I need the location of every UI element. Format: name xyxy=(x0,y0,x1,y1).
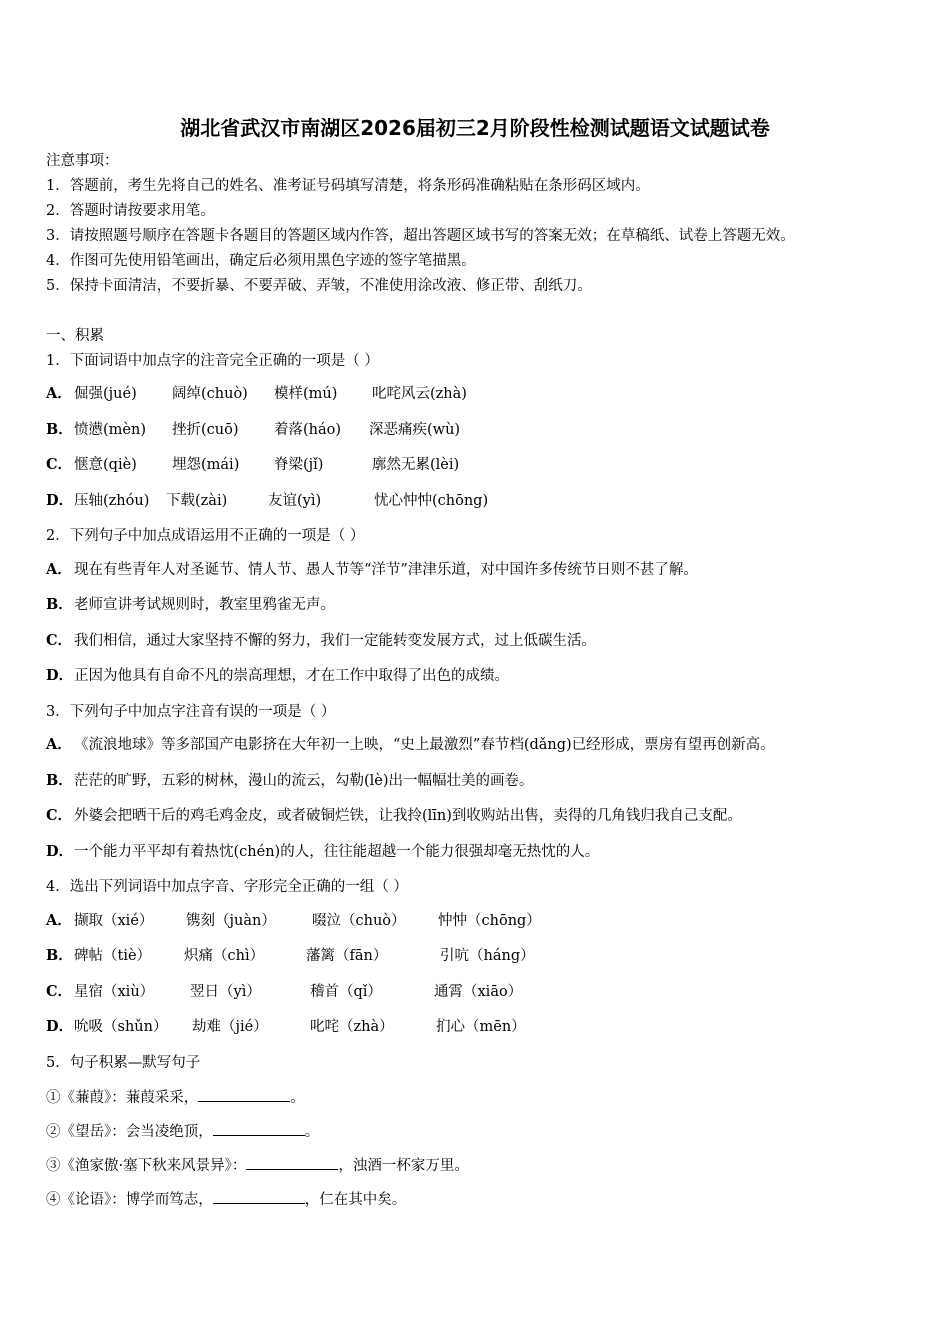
option-label: A． xyxy=(46,385,72,402)
q5-item xyxy=(46,1121,319,1142)
option-text: 我们相信，通过大家坚持不懈的努力，我们一定能转变发展方式，过上低碳生活。 xyxy=(74,633,596,649)
q5-item xyxy=(46,1189,406,1210)
option-word: 脊梁(jǐ) xyxy=(274,457,324,473)
q1-option-a xyxy=(46,384,467,404)
option-text: 一个能力平平却有着热忱(chén)的人，往往能超越一个能力很强却毫无热忱的人。 xyxy=(74,844,600,860)
q1-option-c xyxy=(46,455,459,475)
option-text: 《流浪地球》等多部国产电影挤在大年初一上映，“史上最激烈”春节档(dǎng)已经形成，票房有望再创新高。 xyxy=(74,737,775,753)
item-prefix: ①《蒹葭》：蒹葭采采， xyxy=(46,1090,199,1106)
option-word: 碑帖（tiè） xyxy=(74,948,152,964)
q1-option-d xyxy=(46,491,488,511)
option-word: 撷取（xié） xyxy=(74,913,154,929)
option-text: 茫茫的旷野，五彩的树林，漫山的流云，勾勒(lè)出一幅幅壮美的画卷。 xyxy=(74,773,534,789)
q2-option-d xyxy=(46,666,509,686)
question-stem: 2．下列句子中加点成语运用不正确的一项是（ ） xyxy=(46,528,365,544)
q3-option-a xyxy=(46,735,775,755)
question-stem: 3．下列句子中加点字注音有误的一项是（ ） xyxy=(46,704,336,720)
option-label: B． xyxy=(46,947,73,964)
q4-option-c xyxy=(46,982,522,1002)
option-word: 啜泣（chuò） xyxy=(312,913,406,929)
option-word: 扪心（mēn） xyxy=(436,1019,526,1035)
notice-item: 3．请按照题号顺序在答题卡各题目的答题区域内作答，超出答题区域书写的答案无效；在草稿纸、试卷上答题无效。 xyxy=(46,228,795,244)
q5-item xyxy=(46,1087,305,1108)
notice-item: 2．答题时请按要求用笔。 xyxy=(46,203,215,219)
answer-blank[interactable] xyxy=(198,1087,290,1102)
option-label: D． xyxy=(46,843,74,860)
notice-heading: 注意事项： xyxy=(46,153,119,169)
q4-option-b xyxy=(46,946,535,966)
item-suffix: 。 xyxy=(290,1090,305,1106)
option-word: 翌日（yì） xyxy=(190,984,261,1000)
option-label: B． xyxy=(46,772,73,789)
option-word: 忡忡（chōng） xyxy=(438,913,541,929)
q5-item xyxy=(46,1155,469,1176)
option-label: A． xyxy=(46,736,72,753)
option-word: 压轴(zhóu) xyxy=(74,493,150,509)
option-label: D． xyxy=(46,667,74,684)
q2-option-b xyxy=(46,595,335,615)
option-word: 挫折(cuō) xyxy=(172,422,239,438)
item-suffix: ，仁在其中矣。 xyxy=(304,1192,407,1208)
option-word: 模样(mú) xyxy=(274,386,338,402)
option-label: A． xyxy=(46,912,72,929)
q3-option-c xyxy=(46,806,742,826)
option-label: D． xyxy=(46,492,74,509)
option-word: 叱咤风云(zhà) xyxy=(372,386,467,402)
option-word: 深恶痛疾(wù) xyxy=(369,422,461,438)
option-label: C． xyxy=(46,456,73,473)
option-word: 通霄（xiāo） xyxy=(434,984,523,1000)
option-word: 忧心忡忡(chōng) xyxy=(374,493,489,509)
q1-option-b xyxy=(46,420,460,440)
q3-option-b xyxy=(46,771,534,791)
option-word: 叱咤（zhà） xyxy=(310,1019,394,1035)
answer-blank[interactable] xyxy=(213,1121,305,1136)
option-word: 吮吸（shǔn） xyxy=(74,1019,168,1035)
notice-item: 4．作图可先使用铅笔画出，确定后必须用黑色字迹的签字笔描黑。 xyxy=(46,253,476,269)
q2-option-c xyxy=(46,631,596,651)
option-word: 镌刻（juàn） xyxy=(186,913,276,929)
option-label: B． xyxy=(46,421,73,438)
question-stem: 5．句子积累—默写句子 xyxy=(46,1055,201,1071)
option-word: 倔强(jué) xyxy=(74,386,137,402)
option-label: A． xyxy=(46,561,72,578)
option-label: D． xyxy=(46,1018,74,1035)
option-word: 惬意(qiè) xyxy=(74,457,137,473)
option-word: 炽痛（chì） xyxy=(184,948,265,964)
q4-option-a xyxy=(46,911,541,931)
option-word: 阔绰(chuò) xyxy=(172,386,248,402)
item-prefix: ③《渔家傲·塞下秋来风景异》： xyxy=(46,1158,247,1174)
option-word: 星宿（xiù） xyxy=(74,984,155,1000)
page-title: 湖北省武汉市南湖区2026届初三2月阶段性检测试题语文试题试卷 xyxy=(180,116,770,140)
option-word: 藩篱（fān） xyxy=(306,948,388,964)
item-prefix: ②《望岳》：会当凌绝顶， xyxy=(46,1124,213,1140)
question-stem: 4．选出下列词语中加点字音、字形完全正确的一组（ ） xyxy=(46,879,408,895)
option-label: B． xyxy=(46,596,73,613)
option-word: 廓然无累(lèi) xyxy=(372,457,460,473)
section-heading: 一、积累 xyxy=(46,328,104,344)
item-suffix: 。 xyxy=(304,1124,320,1140)
option-label: C． xyxy=(46,807,73,824)
notice-item: 5．保持卡面清洁，不要折暴、不要弄破、弄皱，不准使用涂改液、修正带、刮纸刀。 xyxy=(46,278,592,294)
item-suffix: ，浊酒一杯家万里。 xyxy=(338,1158,469,1174)
option-text: 老师宣讲考试规则时，教室里鸦雀无声。 xyxy=(74,597,335,613)
option-word: 引吭（háng） xyxy=(440,948,535,964)
item-prefix: ④《论语》：博学而笃志， xyxy=(46,1192,213,1208)
q3-option-d xyxy=(46,842,599,862)
option-word: 稽首（qǐ） xyxy=(310,984,382,1000)
option-word: 劫难（jié） xyxy=(192,1019,268,1035)
option-label: C． xyxy=(46,632,73,649)
option-label: C． xyxy=(46,983,73,1000)
option-text: 外婆会把晒干后的鸡毛鸡金皮，或者破铜烂铁，让我拎(līn)到收购站出售，卖得的几角钱归我自己支配。 xyxy=(74,808,742,824)
question-stem: 1．下面词语中加点字的注音完全正确的一项是（ ） xyxy=(46,353,379,369)
answer-blank[interactable] xyxy=(246,1155,338,1170)
option-word: 友谊(yì) xyxy=(268,493,322,509)
notice-item: 1．答题前，考生先将自己的姓名、准考证号码填写清楚，将条形码准确粘贴在条形码区域内。 xyxy=(46,178,650,194)
option-word: 着落(háo) xyxy=(274,422,342,438)
option-text: 正因为他具有自命不凡的崇高理想，才在工作中取得了出色的成绩。 xyxy=(74,668,509,684)
option-word: 埋怨(mái) xyxy=(172,457,240,473)
option-word: 下载(zài) xyxy=(166,493,228,509)
option-word: 愤懑(mèn) xyxy=(74,422,146,438)
q4-option-d xyxy=(46,1017,526,1037)
answer-blank[interactable] xyxy=(213,1189,305,1204)
q2-option-a xyxy=(46,560,698,580)
option-text: 现在有些青年人对圣诞节、情人节、愚人节等“洋节”津津乐道，对中国许多传统节日则不甚了解。 xyxy=(74,562,698,578)
